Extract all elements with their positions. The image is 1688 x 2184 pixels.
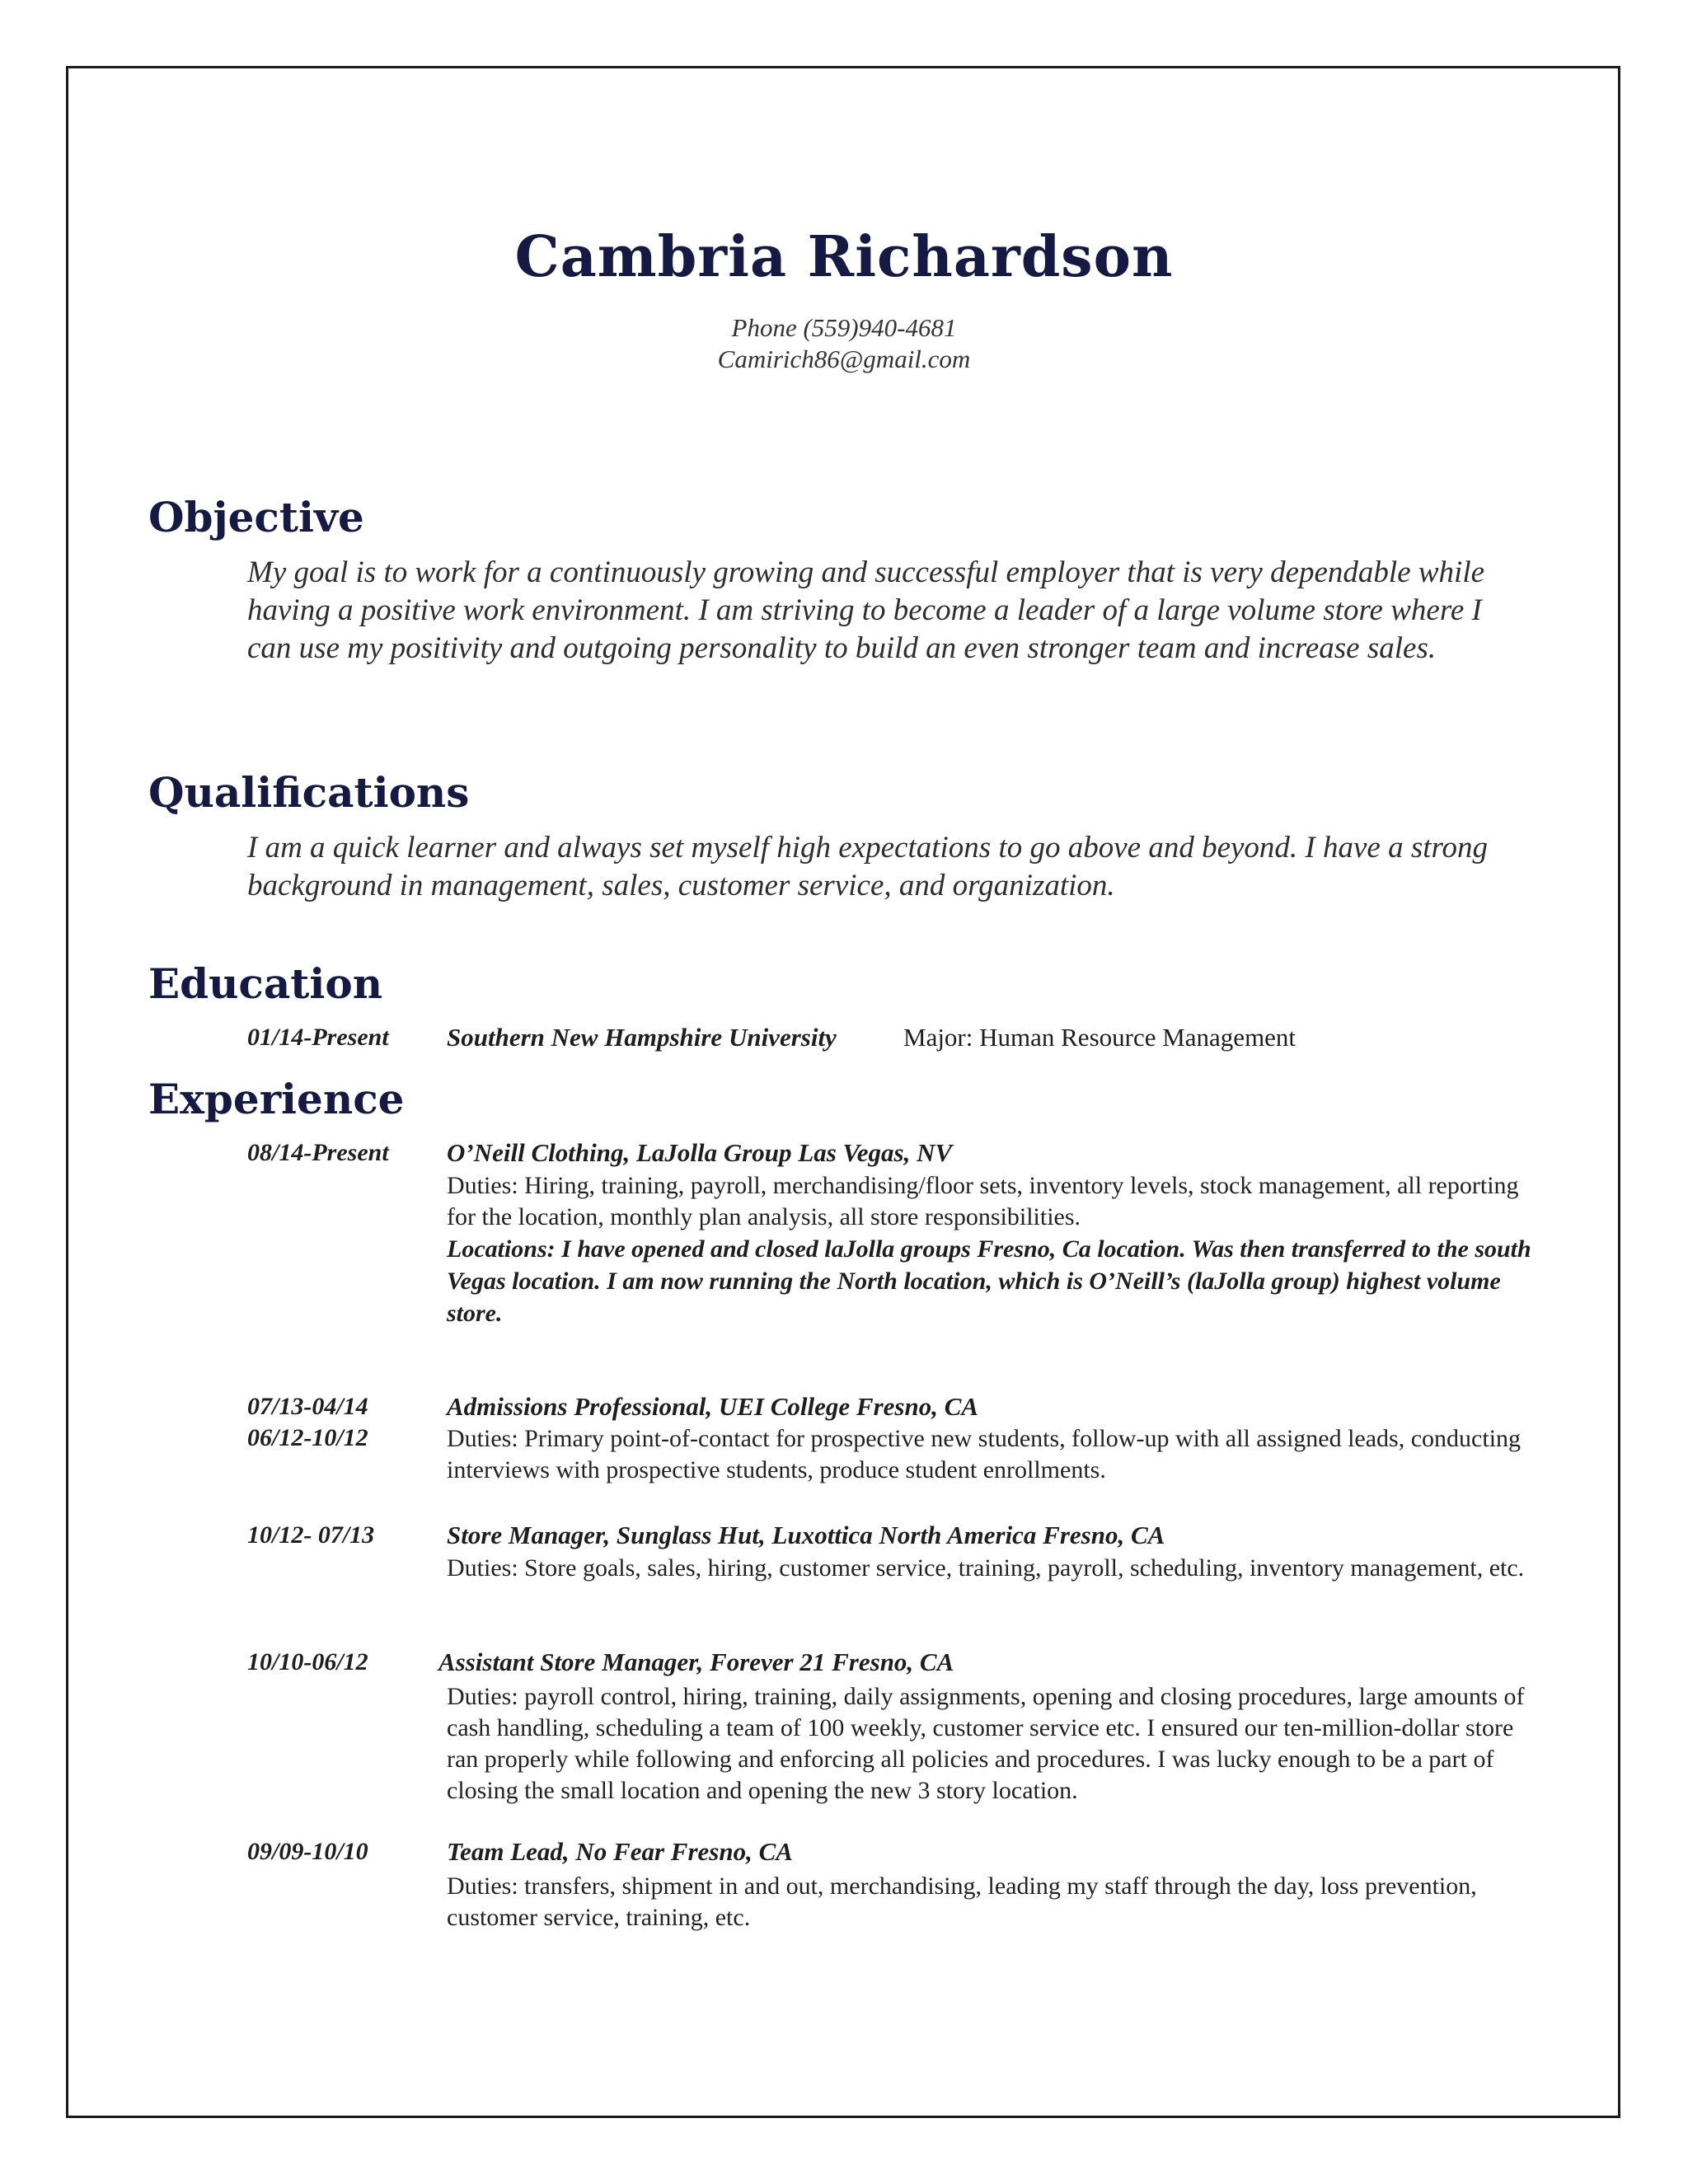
job-duties: Duties: transfers, shipment in and out, merchandising, leading my staff through the day, loss prevention, customer service, training, etc.	[447, 1872, 1477, 1931]
job-locations-note: Locations: I have opened and closed laJolla groups Fresno, Ca location. Was then transferred to the south Vegas location. I am now running the North location, which is O’Neill’s (laJolla group) highest volume store.	[447, 1235, 1531, 1327]
job-title: O’Neill Clothing, LaJolla Group Las Vegas, NV	[447, 1138, 953, 1167]
job-duties: Duties: Hiring, training, payroll, merchandising/floor sets, inventory levels, stock management, all reporting for the location, monthly plan analysis, all store responsibilities.	[447, 1172, 1519, 1230]
objective-text: My goal is to work for a continuously growing and successful employer that is very dependable while having a positive work environment. I am striving to become a leader of a large volume store where I can use my positivity and outgoing personality to build an even stronger team and increase sales.	[247, 555, 1485, 665]
job-date: 10/10-06/12	[247, 1648, 368, 1675]
education-major: Major: Human Resource Management	[903, 1023, 1296, 1052]
education-date: 01/14-Present	[247, 1024, 389, 1051]
job-title: Assistant Store Manager, Forever 21 Fresno, CA	[438, 1647, 954, 1676]
education-heading: Education	[148, 959, 383, 1008]
job-date: 09/09-10/10	[247, 1838, 368, 1865]
job-date: 10/12- 07/13	[247, 1521, 375, 1549]
job-title: Admissions Professional, UEI College Fresno, CA	[447, 1392, 979, 1421]
job-date: 08/14-Present	[247, 1139, 389, 1166]
contact-phone: Phone (559)940-4681	[731, 313, 957, 342]
objective-heading: Objective	[148, 493, 364, 541]
job-date-secondary: 06/12-10/12	[247, 1424, 368, 1451]
job-duties: Duties: payroll control, hiring, training, daily assignments, opening and closing procedures, large amounts of cash handling, scheduling a team of 100 weekly, customer service etc. I ensured our ten-million-dollar store ran properly while following and enforcing all policies and procedures. I was lucky enough to be a part of closing the small location and opening the new 3 story location.	[447, 1683, 1525, 1804]
job-duties: Duties: Primary point-of-contact for prospective new students, follow-up with all assigned leads, conducting interviews with prospective students, produce student enrollments.	[447, 1425, 1522, 1483]
experience-heading: Experience	[148, 1075, 405, 1123]
qualifications-text: I am a quick learner and always set myself high expectations to go above and beyond. I have a strong background in management, sales, customer service, and organization.	[247, 831, 1489, 902]
job-duties: Duties: Store goals, sales, hiring, customer service, training, payroll, scheduling, inventory management, etc.	[447, 1554, 1525, 1582]
education-school: Southern New Hampshire University	[447, 1023, 837, 1052]
job-date: 07/13-04/14	[247, 1393, 368, 1420]
qualifications-heading: Qualifications	[148, 768, 470, 817]
job-title: Store Manager, Sunglass Hut, Luxottica North America Fresno, CA	[447, 1521, 1165, 1549]
contact-email: Camirich86@gmail.com	[717, 344, 971, 373]
resume-name: Cambria Richardson	[514, 224, 1174, 290]
job-title: Team Lead, No Fear Fresno, CA	[447, 1837, 793, 1866]
